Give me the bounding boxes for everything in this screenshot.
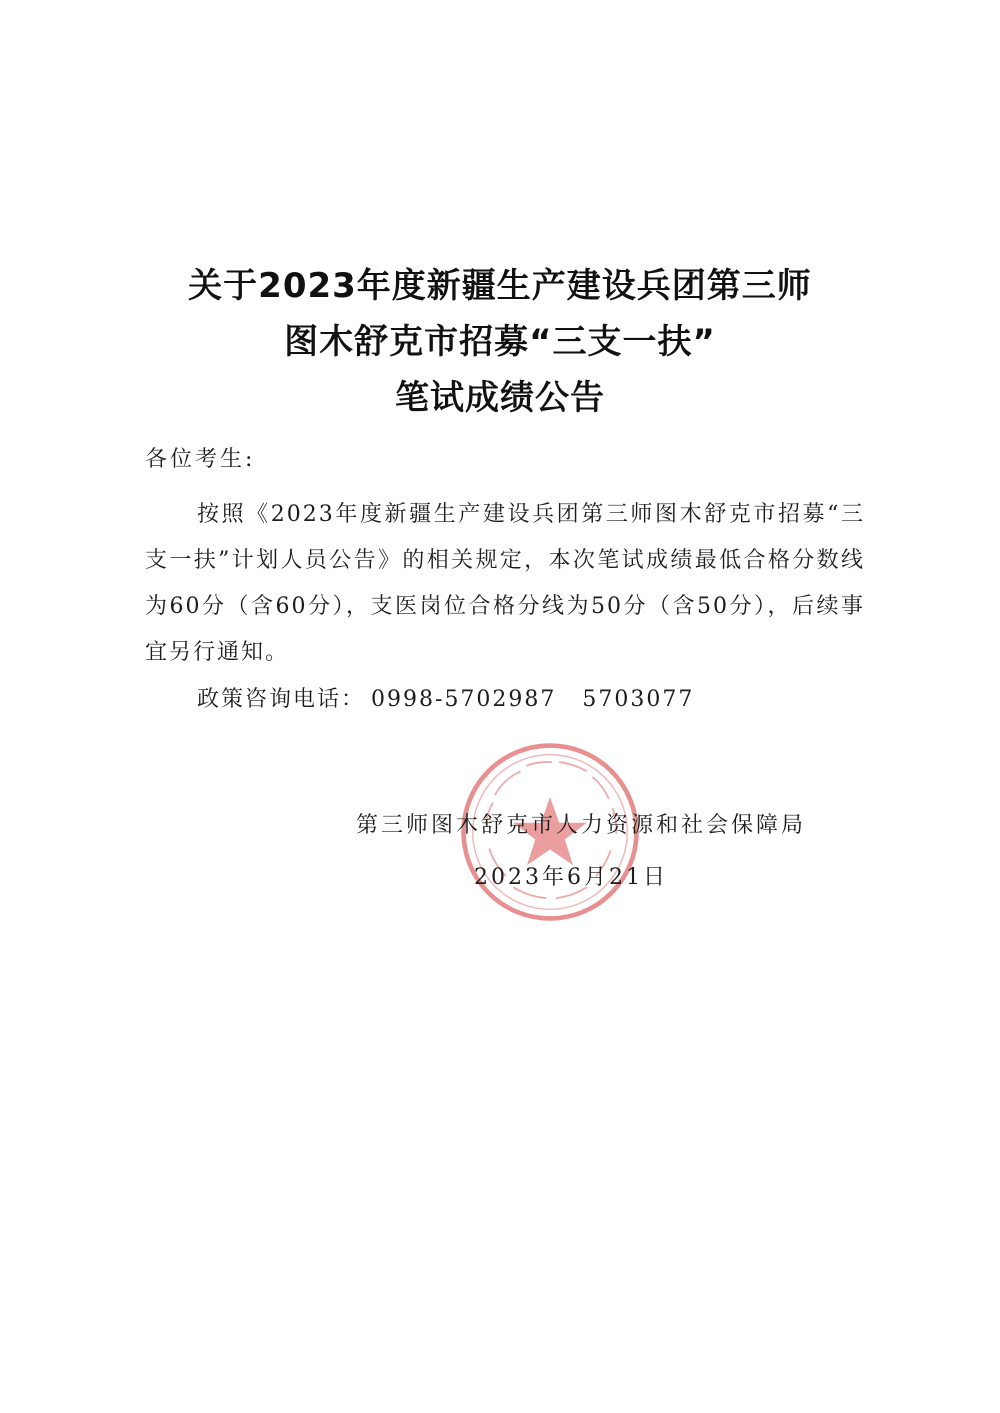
salutation: 各位考生: [145, 447, 256, 472]
document-title [0, 258, 1000, 426]
title-line-1: 关于2023年度新疆生产建设兵团第三师 [188, 266, 812, 306]
contact-number-2: 5703077 [582, 687, 695, 712]
contact-line [197, 680, 694, 720]
contact-label: 政策咨询电话： [197, 687, 366, 712]
issue-date: 2023年6月21日 [474, 865, 668, 890]
title-line-3: 笔试成绩公告 [395, 378, 605, 418]
issuer-name: 第三师图木舒克市人力资源和社会保障局 [356, 813, 807, 838]
contact-number-1: 0998-5702987 [371, 687, 557, 712]
body-paragraph: 按照《2023年度新疆生产建设兵团第三师图木舒克市招募“三支一扶”计划人员公告》的相关规定，本次笔试成绩最低合格分数线为60分（含60分），支医岗位合格分线为50分（含50分），后续事宜另行通知。 [145, 502, 865, 665]
title-line-2: 图木舒克市招募“三支一扶” [284, 322, 716, 362]
